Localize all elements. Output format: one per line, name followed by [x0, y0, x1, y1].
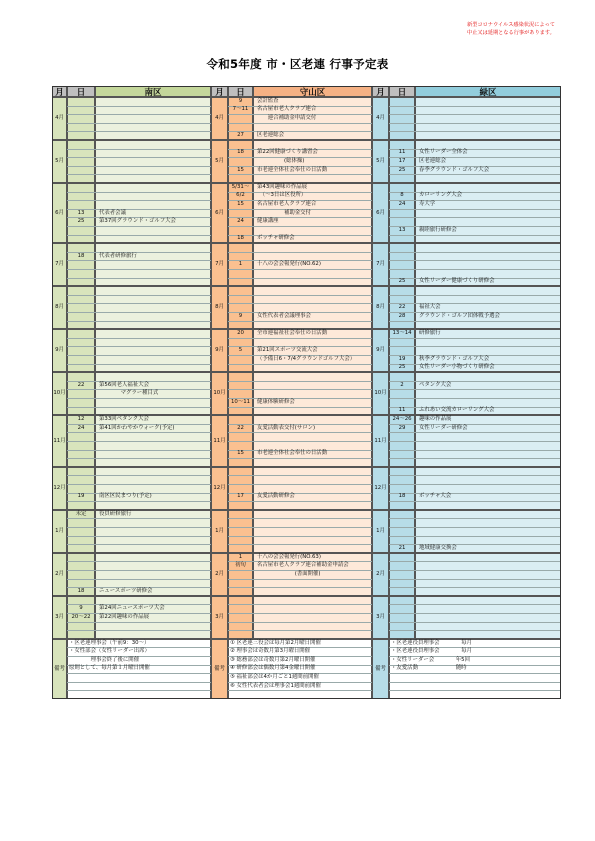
event-day: 24 [77, 424, 85, 431]
month-label: 6月 [215, 209, 224, 216]
month-label: 12月 [374, 485, 387, 491]
event-text: 女性リーダー小物づくり研修会 [419, 364, 495, 371]
event-day: 13～14 [392, 330, 412, 336]
header-day: 日 [228, 86, 253, 97]
event-day: 9 [238, 97, 243, 104]
event-text: ニュースポーツ研修会 [99, 588, 153, 594]
page-title: 令和5年度 市・区老連 行事予定表 [206, 57, 389, 71]
event-day: 2 [400, 381, 404, 388]
table-border [52, 86, 561, 699]
month-label: 2月 [215, 571, 224, 577]
event-text: （予備日6・7/4グラウンドゴルフ大会） [257, 355, 356, 362]
month-label: 5月 [55, 158, 64, 165]
header-month: 月 [52, 86, 67, 97]
header-district-moriyama: 守山区 [253, 86, 372, 97]
event-text: 連合補助金申請交付 [257, 115, 317, 121]
month-label: 3月 [215, 614, 224, 620]
month-label: 7月 [55, 261, 64, 268]
event-day: 20～22 [71, 613, 91, 620]
month-label: 11月 [374, 437, 387, 444]
month-label: 9月 [55, 347, 64, 354]
month-label: 5月 [215, 158, 224, 165]
header-month: 月 [372, 86, 389, 97]
event-text: 福祉大会 [419, 304, 441, 311]
remarks-label: 備考 [214, 665, 225, 672]
event-day: 1 [238, 261, 243, 268]
event-text: 第33回ペタンク大会 [99, 416, 149, 422]
remarks-label: 備考 [54, 665, 65, 672]
month-label: 2月 [55, 571, 64, 577]
month-label: 5月 [376, 158, 385, 165]
month-label: 6月 [376, 209, 385, 216]
event-day: 1 [238, 553, 243, 560]
event-text: 南区区民まつり(予定) [99, 493, 152, 500]
event-day: 5/31～ [231, 183, 250, 190]
event-text: 友愛活動表交付(サロン) [257, 424, 316, 431]
header-day: 日 [67, 86, 95, 97]
event-day: 初旬 [235, 562, 246, 569]
event-day: 28 [398, 312, 406, 319]
month-label: 9月 [215, 347, 224, 354]
event-day: 24 [398, 201, 406, 207]
event-day: 18 [77, 588, 85, 594]
event-text: 代表者研修旅行 [99, 252, 137, 259]
event-day: 17 [237, 493, 244, 500]
remarks-line: ・区老連役員理事会 毎月 [391, 639, 472, 646]
month-label: 3月 [376, 614, 385, 620]
header-district-midori: 緑区 [415, 86, 561, 97]
event-text: 十八の会会報発行(NO.62) [257, 261, 321, 268]
schedule-table [52, 86, 561, 747]
event-text: 会計監査 [257, 97, 279, 104]
month-label: 1月 [55, 528, 64, 534]
event-day: 9 [238, 312, 243, 319]
event-day: 17 [398, 158, 406, 164]
event-text: 区老連総会 [257, 132, 284, 139]
event-day: 25 [398, 278, 406, 285]
remarks-label: 備考 [375, 665, 386, 672]
remarks-line: ② 理事会は奇数月第3月曜日開催 [230, 648, 311, 655]
event-day: 10～11 [230, 398, 251, 405]
event-day: 11 [398, 407, 406, 414]
event-day: 未定 [75, 510, 87, 517]
event-day: 11 [398, 149, 406, 156]
event-day: 6/2 [236, 192, 245, 199]
event-day: 25 [398, 364, 406, 371]
remarks-line: ・女性リーダー会 年5回 [391, 656, 470, 663]
event-text: 第22回趣味の作品展 [99, 613, 149, 620]
header-district-minami: 南区 [95, 86, 211, 97]
event-text: 第43回趣味の作品展 [257, 183, 307, 190]
month-label: 10月 [213, 390, 226, 397]
remarks-line: ④ 研修部会は偶数月第4金曜日開催 [230, 665, 316, 672]
remarks-line: ③ 総務部会は奇数月第2月曜日開催 [230, 656, 316, 663]
event-text: 女性リーダー全体会 [419, 149, 468, 156]
event-text: 第21回スポーツ交流大会 [257, 347, 318, 354]
event-day: 8 [400, 192, 404, 199]
event-text: 友愛活動研修会 [257, 493, 295, 500]
month-label: 4月 [215, 115, 224, 122]
event-text: グラウンド・ゴルフ団体戦予選会 [419, 312, 500, 319]
event-day: 13 [398, 226, 406, 233]
event-text: 第41回かわやかウォーク(予定) [99, 424, 175, 431]
event-text: マグラー種目式 [99, 390, 159, 397]
notice-line: 中止又は延期となる行事があります。 [467, 29, 555, 36]
event-day: 12 [77, 416, 85, 422]
month-label: 9月 [376, 347, 385, 354]
event-text: 研修旅行 [419, 330, 441, 336]
event-day: 19 [77, 493, 85, 500]
event-day: 18 [398, 493, 406, 500]
event-text: 市老連全体社会奉仕の日活動 [257, 450, 328, 457]
event-text: 区老連総会 [419, 158, 446, 164]
remarks-line: ・区老連役員理事会 毎月 [391, 648, 472, 655]
event-day: 5 [238, 347, 243, 354]
event-text: ふれあい交流カローリング大会 [419, 407, 495, 414]
month-label: 10月 [374, 390, 387, 397]
event-day: 9 [79, 605, 83, 612]
header-month: 月 [211, 86, 228, 97]
event-day: 27 [237, 132, 244, 139]
event-text: 名古屋市老人クラブ連合補助金申請会 [257, 562, 349, 569]
event-day: 22 [77, 381, 85, 388]
event-day: 18 [237, 149, 244, 156]
event-text: 役員研修旅行 [99, 510, 132, 517]
month-label: 12月 [213, 485, 226, 491]
month-label: 6月 [55, 209, 64, 216]
event-text: (書面開催) [257, 570, 321, 577]
event-text: 秋季グラウンド・ゴルフ大会 [419, 355, 490, 362]
remarks-line: ⑤ 福祉部会は4か月ごと1週間前開催 [230, 674, 319, 680]
remarks-line: 原則として、毎月第１月曜日開催 [69, 665, 150, 672]
event-day: 24～26 [392, 416, 412, 422]
event-day: 7～11 [232, 106, 249, 113]
month-label: 1月 [215, 528, 224, 534]
month-label: 8月 [215, 304, 224, 311]
notice [467, 22, 592, 37]
event-text: 市老連全体社会奉仕の日活動 [257, 166, 328, 173]
event-text: 親睦旅行研修会 [419, 226, 457, 233]
month-label: 4月 [55, 115, 64, 122]
remarks-line: ・友愛活動 随時 [391, 665, 467, 672]
event-text: 名古屋市老人クラブ連合 [257, 201, 317, 207]
month-label: 10月 [53, 390, 66, 397]
event-text: （～3日は区役所） [257, 192, 307, 199]
event-day: 25 [77, 218, 85, 225]
notice-line: 新型コロナウイルス感染状況によって [467, 22, 555, 28]
month-label: 8月 [376, 304, 385, 311]
event-day: 20 [237, 330, 244, 336]
event-text: 女性リーダー健康づくり研修会 [419, 278, 495, 285]
remarks-line: ・区老連理事会（午前9：30～） [69, 639, 150, 646]
event-text: 地域健康交換会 [419, 545, 457, 551]
event-text: 女性リーダー研修会 [419, 424, 468, 431]
event-text: 趣味の作品展 [419, 416, 452, 422]
event-day: 21 [398, 545, 406, 551]
event-text: ボッチャ大会 [419, 493, 452, 500]
event-text: 十八の会会報発行(NO.63) [257, 553, 321, 560]
event-text: 第22回健康づくり講習会 [257, 149, 318, 156]
month-label: 12月 [53, 485, 66, 491]
event-text: 第56回老人福祉大会 [99, 381, 149, 388]
month-label: 4月 [376, 115, 385, 122]
event-day: 22 [237, 424, 244, 431]
remarks-line: 理事会終了後に開催 [69, 656, 140, 663]
remarks-line: ・女性部会（女性リーダー出席） [69, 648, 150, 655]
event-day: 13 [77, 209, 85, 216]
event-text: ペタンク大会 [419, 381, 452, 388]
event-text: (総体操) [257, 158, 305, 164]
event-text: 健康体験研修会 [257, 398, 295, 405]
month-label: 11月 [213, 437, 226, 444]
event-text: カローリング大会 [419, 192, 463, 199]
month-label: 2月 [376, 571, 385, 577]
event-text: 補助金交付 [257, 209, 311, 216]
event-day: 18 [77, 252, 85, 259]
event-text: 女性代表者会議理事会 [257, 312, 311, 319]
event-text: 第37回グラウンド・ゴルフ大会 [99, 218, 176, 225]
event-text: 名古屋市老人クラブ連合 [257, 106, 317, 113]
event-day: 29 [398, 424, 406, 431]
event-text: 春季グラウンド・ゴルフ大会 [419, 166, 490, 173]
event-day: 15 [237, 166, 244, 173]
month-label: 7月 [376, 261, 385, 268]
month-label: 11月 [53, 437, 66, 444]
event-day: 15 [237, 450, 244, 457]
event-text: 代表者会議 [99, 209, 126, 216]
event-text: 健康講座 [257, 218, 279, 225]
event-text: 寿大学 [419, 201, 436, 207]
event-day: 19 [398, 355, 406, 362]
event-day: 24 [237, 218, 244, 225]
header-day: 日 [389, 86, 415, 97]
event-text: 第24回ニュースポーツ大会 [99, 605, 165, 612]
event-text: ボッチャ研修会 [257, 235, 295, 242]
remarks-line: ⑥ 女性代表者会は理事会1週間前開催 [230, 682, 321, 689]
event-day: 15 [237, 201, 244, 207]
month-label: 1月 [376, 528, 385, 534]
month-label: 7月 [215, 261, 224, 268]
event-day: 18 [237, 235, 244, 242]
event-day: 25 [398, 166, 406, 173]
remarks-line: ① 区老連三役会は毎月第2月曜日開催 [230, 639, 321, 646]
month-label: 8月 [55, 304, 64, 311]
event-day: 22 [398, 304, 406, 311]
month-label: 3月 [55, 614, 64, 620]
event-text: 全市連福祉社会奉仕の日活動 [257, 330, 328, 336]
